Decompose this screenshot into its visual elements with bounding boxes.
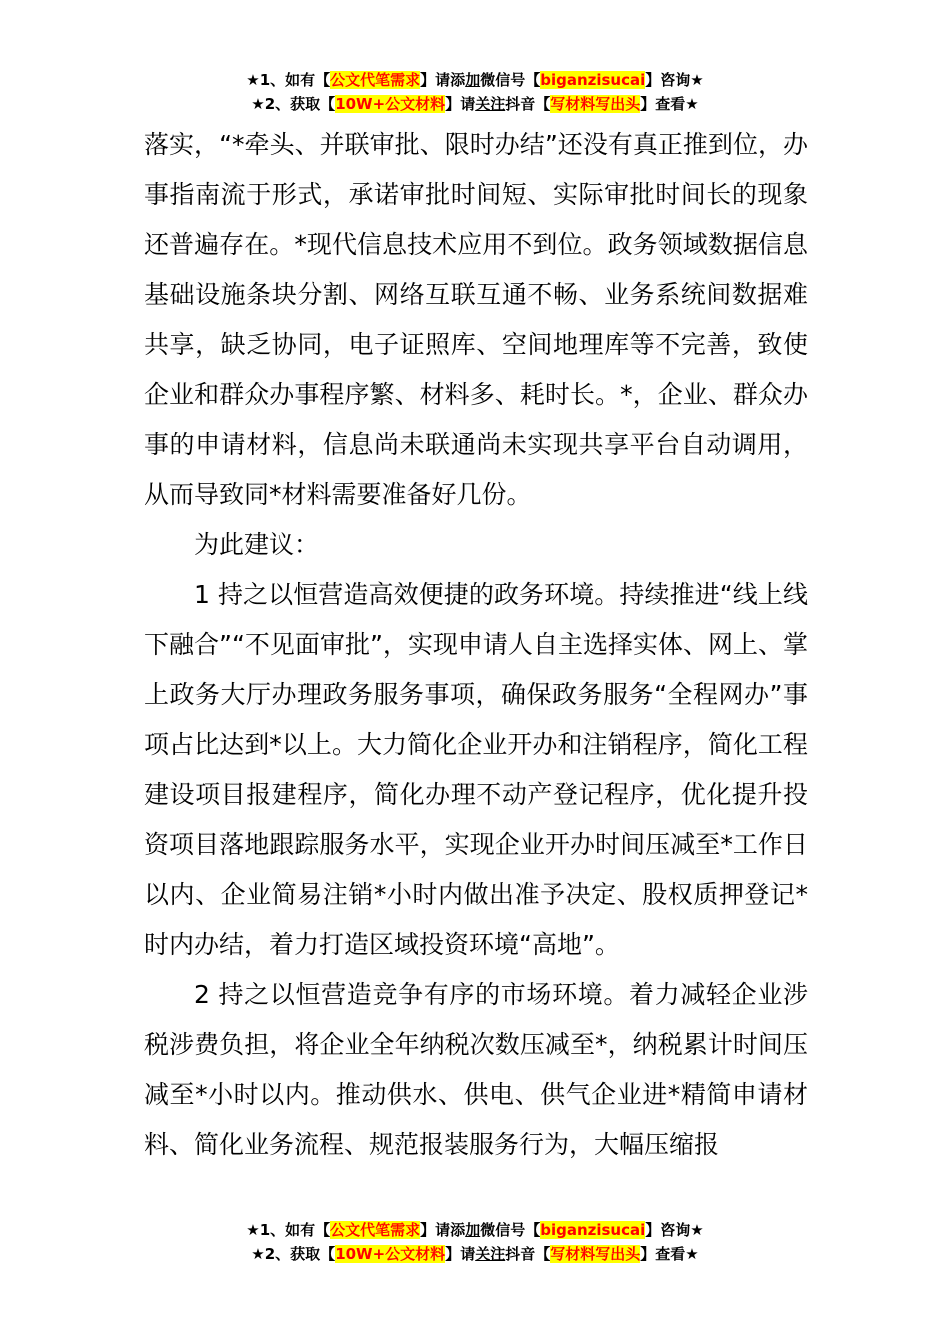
banner-text: 】请添	[420, 71, 466, 89]
banner-highlight: 公文代笔需求	[330, 1221, 421, 1239]
footer-banner	[0, 1218, 950, 1266]
banner-text: 抖音【	[505, 1245, 551, 1263]
banner-underline: 关注	[475, 95, 506, 113]
paragraph-4: 2 持之以恒营造竞争有序的市场环境。着力减轻企业涉税涉费负担，将企业全年纳税次数压减至*，纳税累计时间压减至*小时以内。推动供水、供电、供气企业进*精简申请材料、简化业务流程、规范报装服务行为，大幅压缩报	[144, 980, 808, 1159]
banner-underline: 加	[465, 71, 481, 89]
paragraph-2: 为此建议：	[194, 530, 320, 559]
banner-line-1	[0, 1218, 950, 1242]
banner-highlight: 10W+公文材料	[335, 1245, 446, 1263]
banner-text: ★1、如有【	[246, 1221, 331, 1239]
banner-text: 】咨询★	[645, 1221, 704, 1239]
banner-text: 】查看★	[640, 95, 699, 113]
banner-highlight: biganzisucai	[540, 1221, 646, 1239]
banner-underline: 加	[465, 1221, 481, 1239]
banner-highlight: biganzisucai	[540, 71, 646, 89]
banner-text: ★2、获取【	[251, 95, 336, 113]
banner-text: ★2、获取【	[251, 1245, 336, 1263]
banner-line-2	[0, 1242, 950, 1266]
banner-text: 】咨询★	[645, 71, 704, 89]
banner-highlight: 10W+公文材料	[335, 95, 446, 113]
banner-highlight: 写材料写出头	[550, 95, 641, 113]
document-body	[144, 120, 808, 1170]
banner-underline: 关注	[475, 1245, 506, 1263]
banner-text: 】请	[445, 95, 476, 113]
banner-text: 微信号【	[480, 1221, 541, 1239]
paragraph-3: 1 持之以恒营造高效便捷的政务环境。持续推进“线上线下融合”“不见面审批”，实现申请人自主选择实体、网上、掌上政务大厅办理政务服务事项，确保政务服务“全程网办”事项占比达到*以上。大力简化企业开办和注销程序，简化工程建设项目报建程序，简化办理不动产登记程序，优化提升投资项目落地跟踪服务水平，实现企业开办时间压减至*工作日以内、企业简易注销*小时内做出准予决定、股权质押登记*时内办结，着力打造区域投资环境“高地”。	[144, 580, 808, 959]
banner-text: 】请添	[420, 1221, 466, 1239]
banner-text: 抖音【	[505, 95, 551, 113]
header-banner	[0, 68, 950, 116]
banner-text: 】请	[445, 1245, 476, 1263]
paragraph-1: 落实，“*牵头、并联审批、限时办结”还没有真正推到位，办事指南流于形式，承诺审批时间短、实际审批时间长的现象还普遍存在。*现代信息技术应用不到位。政务领域数据信息基础设施条块分割、网络互联互通不畅、业务系统间数据难共享，缺乏协同，电子证照库、空间地理库等不完善，致使企业和群众办事程序繁、材料多、耗时长。*，企业、群众办事的申请材料，信息尚未联通尚未实现共享平台自动调用，从而导致同*材料需要准备好几份。	[144, 130, 808, 509]
banner-line-2	[0, 92, 950, 116]
banner-text: 】查看★	[640, 1245, 699, 1263]
banner-highlight: 写材料写出头	[550, 1245, 641, 1263]
banner-line-1	[0, 68, 950, 92]
banner-text: ★1、如有【	[246, 71, 331, 89]
banner-highlight: 公文代笔需求	[330, 71, 421, 89]
banner-text: 微信号【	[480, 71, 541, 89]
